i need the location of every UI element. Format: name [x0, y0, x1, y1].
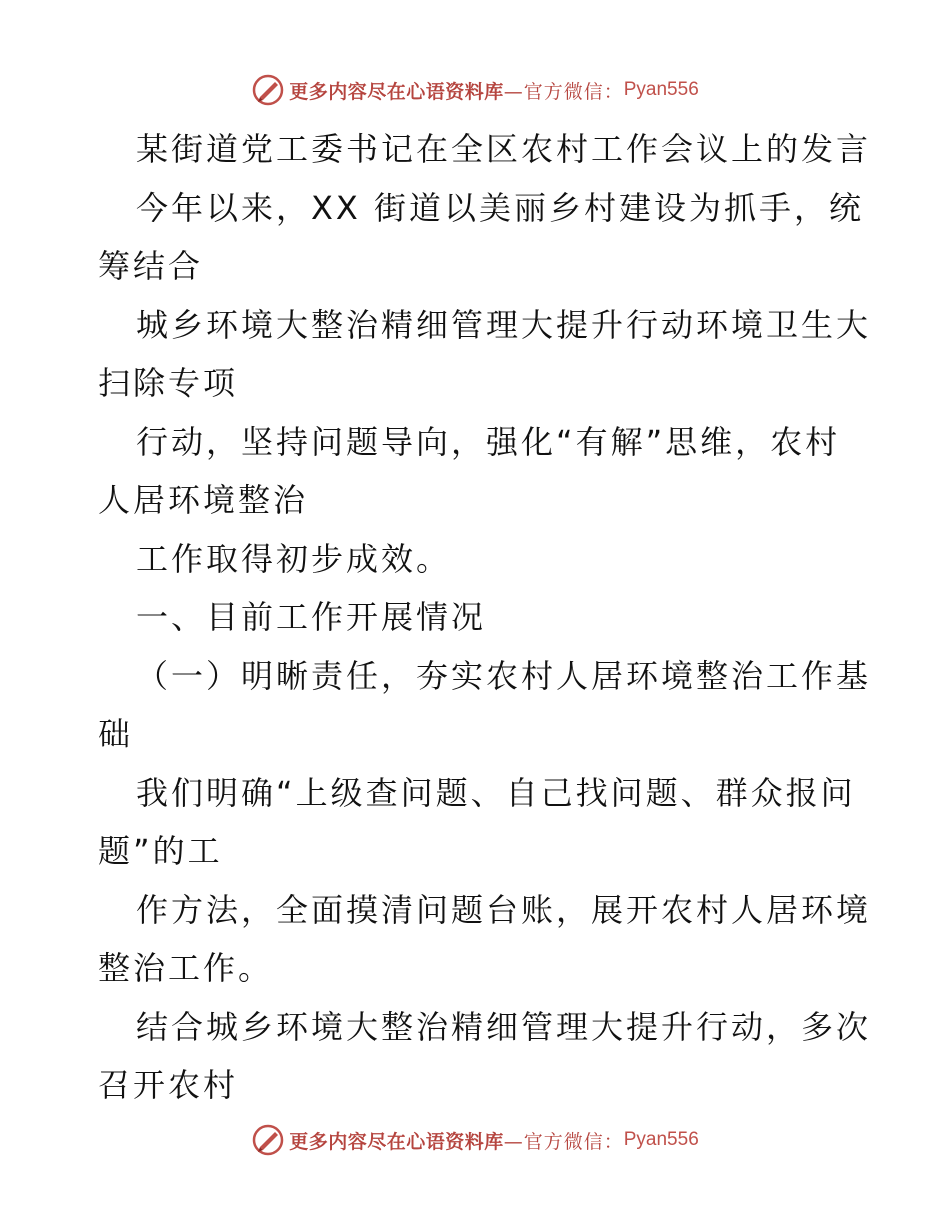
paragraph-line: 城乡环境大整治精细管理大提升行动环境卫生大	[136, 305, 872, 344]
paragraph-line: 结合城乡环境大整治精细管理大提升行动，多次	[136, 1007, 872, 1046]
paragraph-line: 召开农村	[98, 1066, 239, 1104]
header-watermark-banner	[0, 70, 950, 110]
paragraph-line: 人居环境整治	[98, 481, 309, 519]
banner-sub-text: —官方微信：	[503, 1130, 624, 1153]
subsection-heading: （一）明晰责任，夯实农村人居环境整治工作基	[136, 656, 872, 695]
banner-wechat-id: Pyan556	[623, 79, 699, 100]
pen-logo-icon	[251, 73, 285, 107]
banner-sub-text: —官方微信：	[503, 80, 624, 103]
footer-watermark-banner	[0, 1120, 950, 1160]
paragraph-line: 我们明确“上级查问题、自己找问题、群众报问	[136, 773, 856, 812]
paragraph-line: 今年以来，XX 街道以美丽乡村建设为抓手，统	[136, 188, 865, 227]
paragraph-line: 扫除专项	[98, 364, 239, 402]
subsection-heading-cont: 础	[98, 715, 134, 753]
paragraph-line: 题”的工	[98, 832, 223, 870]
paragraph-line: 筹结合	[98, 247, 204, 285]
paragraph-line: 工作取得初步成效。	[136, 539, 452, 578]
banner-main-text: 更多内容尽在心语资料库	[289, 80, 504, 103]
paragraph-line: 行动，坚持问题导向，强化“有解”思维，农村	[136, 422, 841, 461]
banner-main-text: 更多内容尽在心语资料库	[289, 1130, 504, 1153]
banner-wechat-id: Pyan556	[623, 1129, 699, 1150]
document-body	[98, 120, 872, 1115]
document-title: 某街道党工委书记在全区农村工作会议上的发言	[136, 130, 872, 168]
paragraph-line: 整治工作。	[98, 949, 274, 987]
section-heading: 一、目前工作开展情况	[136, 598, 487, 636]
paragraph-line: 作方法，全面摸清问题台账，展开农村人居环境	[136, 890, 872, 929]
pen-logo-icon	[251, 1123, 285, 1157]
